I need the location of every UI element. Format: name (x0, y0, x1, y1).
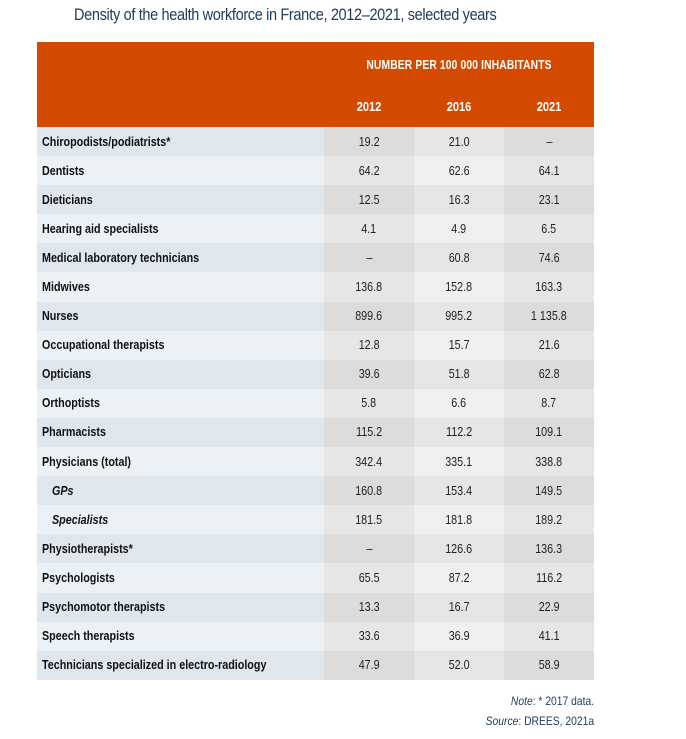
row-label (37, 418, 324, 447)
workforce-density-table (37, 42, 594, 680)
value-cell-2021 (504, 651, 594, 680)
row-label (37, 272, 324, 301)
table-row (37, 651, 594, 680)
value-cell-2012 (324, 360, 414, 389)
value-text: 149.5 (535, 483, 563, 498)
table-row (37, 156, 594, 185)
value-text: 338.8 (535, 454, 563, 469)
value-cell-2012 (324, 447, 414, 476)
value-cell-2016 (414, 505, 504, 534)
row-label (37, 593, 324, 622)
value-cell-2016 (414, 651, 504, 680)
source-text: : DREES, 2021a (518, 714, 594, 728)
row-label-text: Dieticians (42, 192, 93, 207)
value-cell-2012 (324, 302, 414, 331)
value-cell-2021 (504, 389, 594, 418)
value-text: 899.6 (355, 309, 383, 324)
value-cell-2012 (324, 563, 414, 592)
source-line (486, 711, 594, 731)
value-text: 116.2 (535, 570, 563, 585)
value-text: 64.2 (358, 163, 380, 178)
note-line (486, 691, 594, 711)
value-cell-2016 (414, 447, 504, 476)
row-label-text: Medical laboratory technicians (42, 250, 200, 265)
value-text: 15.7 (448, 338, 470, 353)
value-text: 181.5 (355, 512, 383, 527)
value-text: 33.6 (358, 629, 380, 644)
value-cell-2012 (324, 272, 414, 301)
row-label (37, 214, 324, 243)
value-text: 23.1 (538, 192, 560, 207)
value-text: 41.1 (538, 629, 560, 644)
value-text: 16.3 (448, 192, 470, 207)
value-text: – (366, 541, 372, 556)
value-cell-2012 (324, 243, 414, 272)
row-label-text: Dentists (42, 163, 85, 178)
table-header (37, 42, 594, 127)
row-label-text: Psychomotor therapists (42, 600, 166, 615)
value-text: 21.6 (538, 338, 560, 353)
value-text: 87.2 (448, 570, 470, 585)
header-year-2016: 2016 (446, 99, 472, 114)
value-cell-2012 (324, 622, 414, 651)
value-cell-2016 (414, 389, 504, 418)
row-label (37, 127, 324, 156)
value-cell-2012 (324, 534, 414, 563)
value-cell-2021 (504, 360, 594, 389)
row-label-text: Occupational therapists (42, 338, 165, 353)
row-label-text: Speech therapists (42, 629, 135, 644)
value-cell-2021 (504, 214, 594, 243)
table-row (37, 302, 594, 331)
value-text: 12.8 (358, 338, 380, 353)
value-text: 60.8 (448, 250, 470, 265)
row-label-text: Specialists (52, 512, 109, 527)
value-text: 39.6 (358, 367, 380, 382)
value-cell-2021 (504, 447, 594, 476)
value-text: 335.1 (445, 454, 473, 469)
row-label (37, 622, 324, 651)
value-cell-2012 (324, 331, 414, 360)
value-text: 153.4 (445, 483, 473, 498)
value-text: – (366, 250, 372, 265)
value-cell-2021 (504, 622, 594, 651)
value-cell-2021 (504, 127, 594, 156)
table-row (37, 272, 594, 301)
table-row (37, 389, 594, 418)
table-row (37, 331, 594, 360)
table-title: Density of the health workforce in France, 2012–2021, selected years (74, 6, 497, 24)
value-cell-2016 (414, 302, 504, 331)
table-row (37, 476, 594, 505)
value-text: 19.2 (358, 134, 380, 149)
value-cell-2016 (414, 593, 504, 622)
row-label-text: Hearing aid specialists (42, 221, 159, 236)
row-label-text: Physiotherapists* (42, 541, 133, 556)
value-text: 5.8 (361, 396, 377, 411)
table-row (37, 243, 594, 272)
value-text: 58.9 (538, 658, 560, 673)
row-label (37, 302, 324, 331)
table-body (37, 127, 594, 680)
value-text: 4.1 (361, 221, 377, 236)
value-cell-2021 (504, 156, 594, 185)
value-cell-2021 (504, 476, 594, 505)
value-text: 4.9 (451, 221, 467, 236)
value-text: 163.3 (535, 280, 563, 295)
row-label-text: Opticians (42, 367, 91, 382)
value-text: 21.0 (448, 134, 470, 149)
row-label-text: Chiropodists/podiatrists* (42, 134, 171, 149)
value-text: 74.6 (538, 250, 560, 265)
row-label (37, 505, 324, 534)
row-label (37, 331, 324, 360)
row-label-text: Technicians specialized in electro-radiology (42, 658, 267, 673)
value-cell-2012 (324, 185, 414, 214)
value-cell-2021 (504, 272, 594, 301)
note-text: : * 2017 data. (532, 694, 594, 708)
table-row (37, 214, 594, 243)
value-cell-2016 (414, 272, 504, 301)
value-text: 8.7 (541, 396, 557, 411)
value-cell-2012 (324, 505, 414, 534)
row-label (37, 447, 324, 476)
header-year-2021: 2021 (536, 99, 562, 114)
value-cell-2016 (414, 156, 504, 185)
value-cell-2021 (504, 243, 594, 272)
row-label-text: GPs (52, 483, 74, 498)
row-label-text: Orthoptists (42, 396, 100, 411)
value-text: 51.8 (448, 367, 470, 382)
row-label (37, 185, 324, 214)
value-cell-2012 (324, 156, 414, 185)
value-cell-2012 (324, 593, 414, 622)
value-cell-2012 (324, 651, 414, 680)
table-row (37, 593, 594, 622)
header-group-label: NUMBER PER 100 000 INHABITANTS (366, 58, 552, 72)
value-text: 6.6 (451, 396, 467, 411)
value-cell-2016 (414, 563, 504, 592)
table-row (37, 127, 594, 156)
value-cell-2016 (414, 360, 504, 389)
value-text: 52.0 (448, 658, 470, 673)
table-row (37, 563, 594, 592)
value-cell-2021 (504, 505, 594, 534)
value-text: 160.8 (355, 483, 383, 498)
table-row (37, 360, 594, 389)
value-cell-2021 (504, 185, 594, 214)
table-notes (468, 691, 594, 731)
row-label (37, 476, 324, 505)
value-cell-2016 (414, 331, 504, 360)
row-label (37, 534, 324, 563)
row-label-text: Physicians (total) (42, 454, 132, 469)
row-label (37, 243, 324, 272)
value-text: 16.7 (448, 600, 470, 615)
value-text: 342.4 (355, 454, 383, 469)
table-row (37, 447, 594, 476)
value-cell-2016 (414, 622, 504, 651)
value-text: 62.8 (538, 367, 560, 382)
value-cell-2021 (504, 331, 594, 360)
value-text: 152.8 (445, 280, 473, 295)
value-cell-2012 (324, 418, 414, 447)
source-label: Source (485, 714, 519, 728)
value-text: 22.9 (538, 600, 560, 615)
value-cell-2016 (414, 418, 504, 447)
value-text: 1 135.8 (531, 309, 567, 324)
value-cell-2016 (414, 534, 504, 563)
value-cell-2012 (324, 214, 414, 243)
table-row (37, 622, 594, 651)
row-label-text: Psychologists (42, 570, 115, 585)
value-cell-2016 (414, 127, 504, 156)
value-text: 181.8 (445, 512, 473, 527)
row-label (37, 360, 324, 389)
value-text: 64.1 (538, 163, 560, 178)
value-text: 995.2 (445, 309, 473, 324)
value-text: 12.5 (358, 192, 380, 207)
table-row (37, 505, 594, 534)
table-row (37, 534, 594, 563)
value-cell-2016 (414, 214, 504, 243)
row-label-text: Nurses (42, 309, 79, 324)
value-text: 126.6 (445, 541, 473, 556)
value-text: 36.9 (448, 629, 470, 644)
value-cell-2021 (504, 563, 594, 592)
table-row (37, 418, 594, 447)
value-cell-2021 (504, 418, 594, 447)
value-text: 6.5 (541, 221, 557, 236)
value-text: 136.3 (535, 541, 563, 556)
value-text: – (546, 134, 552, 149)
row-label (37, 563, 324, 592)
header-year-2012: 2012 (356, 99, 382, 114)
value-cell-2012 (324, 476, 414, 505)
value-text: 189.2 (535, 512, 563, 527)
value-cell-2016 (414, 185, 504, 214)
value-cell-2012 (324, 127, 414, 156)
row-label-text: Midwives (42, 280, 90, 295)
value-text: 136.8 (355, 280, 383, 295)
value-cell-2021 (504, 534, 594, 563)
value-cell-2016 (414, 243, 504, 272)
value-cell-2021 (504, 593, 594, 622)
value-text: 109.1 (535, 425, 563, 440)
value-text: 13.3 (358, 600, 380, 615)
value-cell-2016 (414, 476, 504, 505)
row-label-text: Pharmacists (42, 425, 106, 440)
value-text: 115.2 (355, 425, 383, 440)
row-label (37, 651, 324, 680)
row-label (37, 389, 324, 418)
value-cell-2021 (504, 302, 594, 331)
value-text: 112.2 (445, 425, 473, 440)
value-text: 62.6 (448, 163, 470, 178)
row-label (37, 156, 324, 185)
table-row (37, 185, 594, 214)
value-text: 65.5 (358, 570, 380, 585)
value-text: 47.9 (358, 658, 380, 673)
note-label: Note (510, 694, 533, 708)
value-cell-2012 (324, 389, 414, 418)
